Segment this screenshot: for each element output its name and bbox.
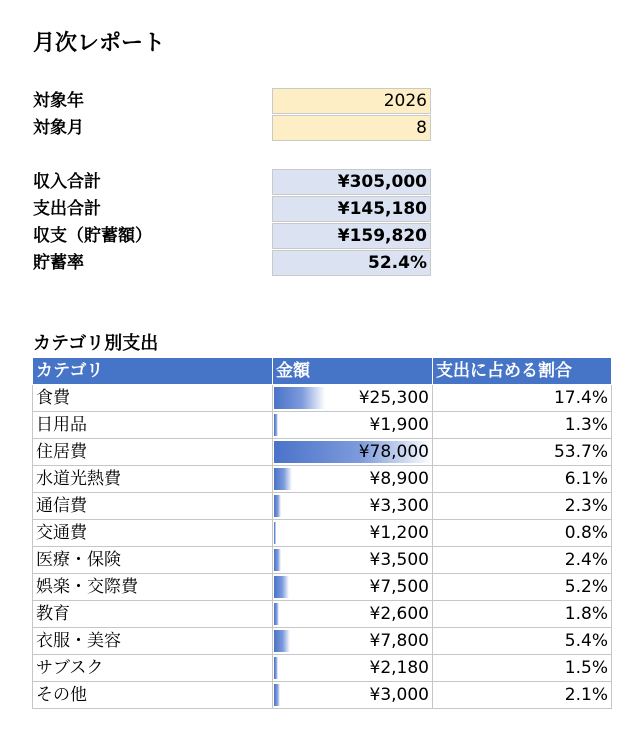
table-row xyxy=(33,628,612,655)
month-label: 対象月 xyxy=(33,118,84,138)
amount-databar xyxy=(274,495,281,517)
amount-value: ¥78,000 xyxy=(358,442,429,462)
share-cell[interactable]: 6.1% xyxy=(433,466,612,493)
expense-value[interactable]: ¥145,180 xyxy=(272,196,431,222)
amount-databar xyxy=(274,522,276,544)
category-name-cell[interactable]: 交通費 xyxy=(33,520,273,547)
amount-cell[interactable] xyxy=(273,547,433,574)
amount-value: ¥2,600 xyxy=(369,604,429,624)
category-name-cell[interactable]: 住居費 xyxy=(33,439,273,466)
table-row xyxy=(33,385,612,412)
amount-databar xyxy=(274,603,279,625)
share-cell[interactable]: 0.8% xyxy=(433,520,612,547)
table-row xyxy=(33,682,612,709)
year-label: 対象年 xyxy=(33,91,84,111)
balance-label: 収支（貯蓄額） xyxy=(33,226,152,246)
share-cell[interactable]: 53.7% xyxy=(433,439,612,466)
amount-value: ¥8,900 xyxy=(369,469,429,489)
table-row xyxy=(33,412,612,439)
category-name-cell[interactable]: 娯楽・交際費 xyxy=(33,574,273,601)
amount-value: ¥2,180 xyxy=(369,658,429,678)
amount-cell[interactable] xyxy=(273,493,433,520)
amount-cell[interactable] xyxy=(273,628,433,655)
category-name-cell[interactable]: サブスク xyxy=(33,655,273,682)
amount-value: ¥3,300 xyxy=(369,496,429,516)
table-row xyxy=(33,439,612,466)
category-name-cell[interactable]: 通信費 xyxy=(33,493,273,520)
header-amount[interactable]: 金額 xyxy=(273,358,433,385)
amount-databar xyxy=(274,657,278,679)
category-name-cell[interactable]: 水道光熱費 xyxy=(33,466,273,493)
table-row xyxy=(33,601,612,628)
amount-value: ¥25,300 xyxy=(358,388,429,408)
table-row xyxy=(33,655,612,682)
amount-cell[interactable] xyxy=(273,574,433,601)
rate-label: 貯蓄率 xyxy=(33,253,84,273)
category-name-cell[interactable]: 衣服・美容 xyxy=(33,628,273,655)
amount-value: ¥1,900 xyxy=(369,415,429,435)
table-header-row xyxy=(33,358,612,385)
category-name-cell[interactable]: 教育 xyxy=(33,601,273,628)
share-cell[interactable]: 1.8% xyxy=(433,601,612,628)
amount-cell[interactable] xyxy=(273,385,433,412)
year-input[interactable]: 2026 xyxy=(272,88,431,114)
amount-value: ¥1,200 xyxy=(369,523,429,543)
category-name-cell[interactable]: その他 xyxy=(33,682,273,709)
income-label: 収入合計 xyxy=(33,172,101,192)
table-row xyxy=(33,493,612,520)
share-cell[interactable]: 5.4% xyxy=(433,628,612,655)
amount-cell[interactable] xyxy=(273,601,433,628)
amount-value: ¥7,800 xyxy=(369,631,429,651)
amount-cell[interactable] xyxy=(273,466,433,493)
amount-value: ¥3,500 xyxy=(369,550,429,570)
amount-databar xyxy=(274,630,290,652)
category-name-cell[interactable]: 食費 xyxy=(33,385,273,412)
category-name-cell[interactable]: 日用品 xyxy=(33,412,273,439)
header-category[interactable]: カテゴリ xyxy=(33,358,273,385)
header-share[interactable]: 支出に占める割合 xyxy=(433,358,612,385)
amount-cell[interactable] xyxy=(273,439,433,466)
share-cell[interactable]: 17.4% xyxy=(433,385,612,412)
share-cell[interactable]: 2.3% xyxy=(433,493,612,520)
report-title: 月次レポート xyxy=(33,31,166,56)
amount-cell[interactable] xyxy=(273,655,433,682)
share-cell[interactable]: 2.1% xyxy=(433,682,612,709)
amount-databar xyxy=(274,684,280,706)
table-row xyxy=(33,520,612,547)
category-section-title: カテゴリ別支出 xyxy=(33,333,159,354)
amount-databar xyxy=(274,468,292,490)
income-value[interactable]: ¥305,000 xyxy=(272,169,431,195)
expense-label: 支出合計 xyxy=(33,199,101,219)
share-cell[interactable]: 2.4% xyxy=(433,547,612,574)
category-table xyxy=(32,357,612,709)
month-input[interactable]: 8 xyxy=(272,115,431,141)
table-row xyxy=(33,547,612,574)
amount-databar xyxy=(274,576,289,598)
category-name-cell[interactable]: 医療・保険 xyxy=(33,547,273,574)
amount-value: ¥3,000 xyxy=(369,685,429,705)
amount-cell[interactable] xyxy=(273,412,433,439)
amount-databar xyxy=(274,549,281,571)
share-cell[interactable]: 1.5% xyxy=(433,655,612,682)
amount-value: ¥7,500 xyxy=(369,577,429,597)
amount-databar xyxy=(274,387,325,409)
table-row xyxy=(33,574,612,601)
amount-cell[interactable] xyxy=(273,520,433,547)
table-row xyxy=(33,466,612,493)
share-cell[interactable]: 5.2% xyxy=(433,574,612,601)
rate-value[interactable]: 52.4% xyxy=(272,250,431,276)
balance-value[interactable]: ¥159,820 xyxy=(272,223,431,249)
share-cell[interactable]: 1.3% xyxy=(433,412,612,439)
amount-databar xyxy=(274,414,278,436)
amount-cell[interactable] xyxy=(273,682,433,709)
